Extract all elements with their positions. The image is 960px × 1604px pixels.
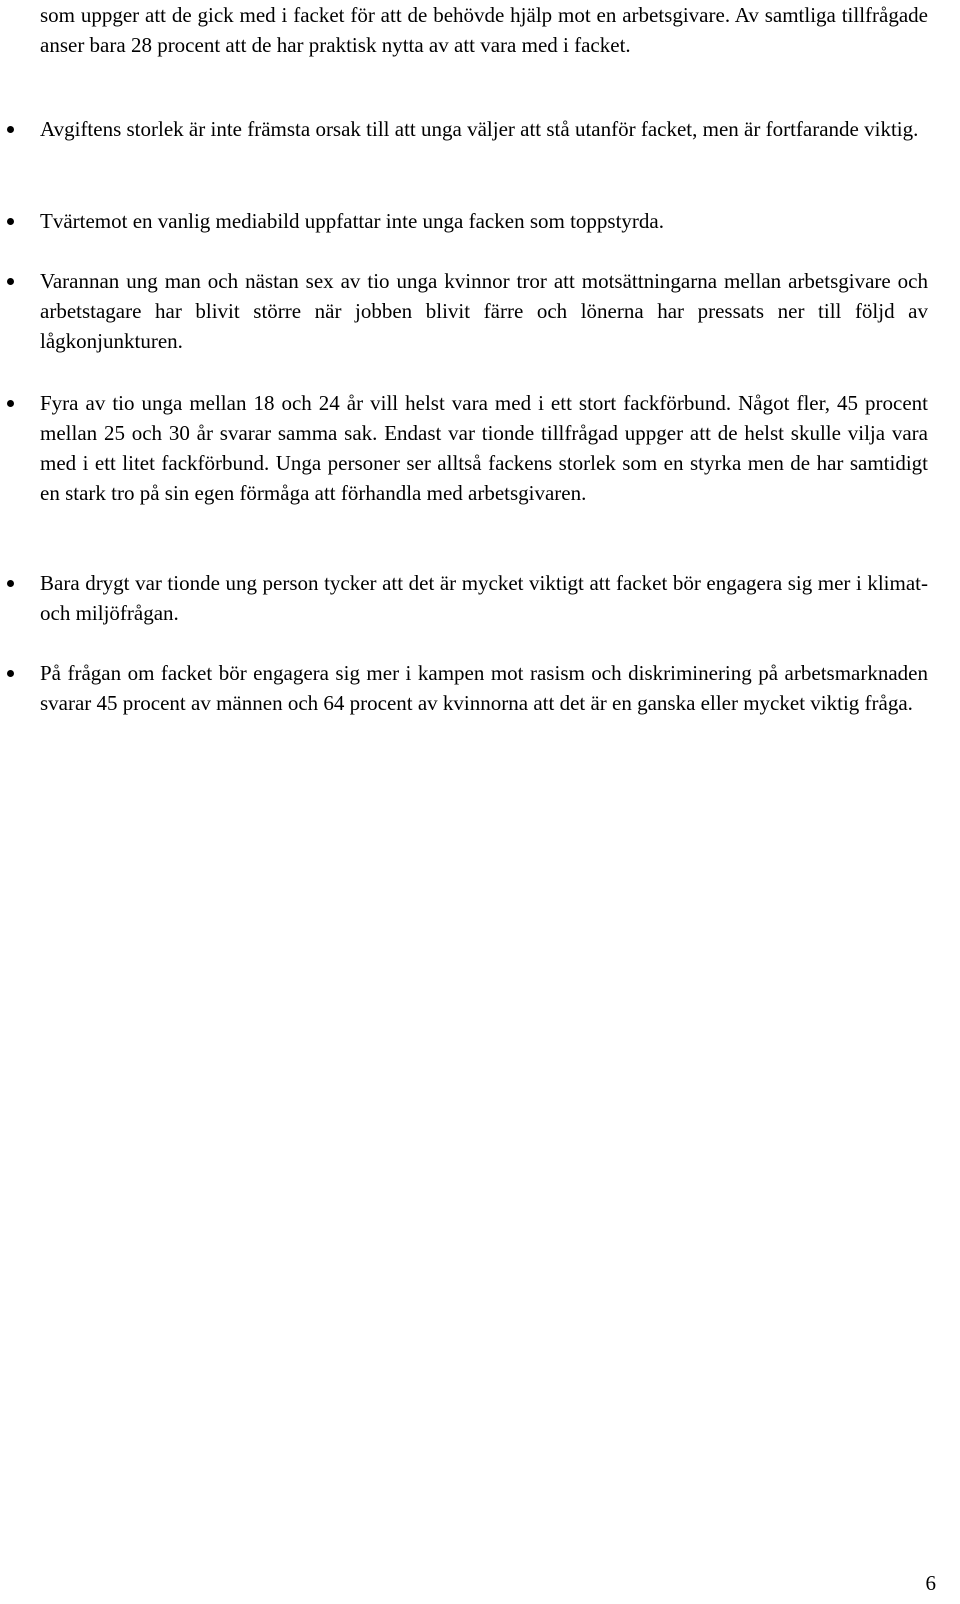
bullet-item xyxy=(40,206,928,236)
bullet-icon xyxy=(7,580,14,587)
bullet-text: Fyra av tio unga mellan 18 och 24 år vill helst vara med i ett stort fackförbund. Något fler, 45 procent mellan 25 och 30 år svarar samma sak. Endast var tionde tillfrågad uppger att de helst skulle vilja vara med i ett litet fackförbund. Unga personer ser alltså fackens storlek som en styrka men de har samtidigt en stark tro på sin egen förmåga att förhandla med arbetsgivaren. xyxy=(40,391,928,505)
bullet-icon xyxy=(7,400,14,407)
bullet-text: Varannan ung man och nästan sex av tio unga kvinnor tror att motsättningarna mellan arbetsgivare och arbetstagare har blivit större när jobben blivit färre och lönerna har pressats ner till följd av lågkonjunkturen. xyxy=(40,269,928,353)
bullet-icon xyxy=(7,218,14,225)
page-number: 6 xyxy=(925,1571,936,1595)
bullet-item xyxy=(40,388,928,508)
bullet-text: Avgiftens storlek är inte främsta orsak till att unga väljer att stå utanför facket, men är fortfarande viktig. xyxy=(40,117,919,141)
bullet-icon xyxy=(7,278,14,285)
bullet-item xyxy=(40,568,928,628)
bullet-icon xyxy=(7,670,14,677)
bullet-text: Bara drygt var tionde ung person tycker att det är mycket viktigt att facket bör engagera sig mer i klimat- och miljöfrågan. xyxy=(40,571,928,625)
bullet-text: Tvärtemot en vanlig mediabild uppfattar inte unga facken som toppstyrda. xyxy=(40,209,664,233)
bullet-item xyxy=(40,114,928,144)
bullet-icon xyxy=(7,126,14,133)
bullet-item xyxy=(40,266,928,356)
bullet-item xyxy=(40,658,928,718)
bullet-text: På frågan om facket bör engagera sig mer i kampen mot rasism och diskriminering på arbetsmarknaden svarar 45 procent av männen och 64 procent av kvinnorna att det är en ganska eller mycket viktig fråga. xyxy=(40,661,928,715)
continuation-paragraph: som uppger att de gick med i facket för att de behövde hjälp mot en arbetsgivare. Av samtliga tillfrågade anser bara 28 procent att de har praktisk nytta av att vara med i facket. xyxy=(40,3,928,57)
